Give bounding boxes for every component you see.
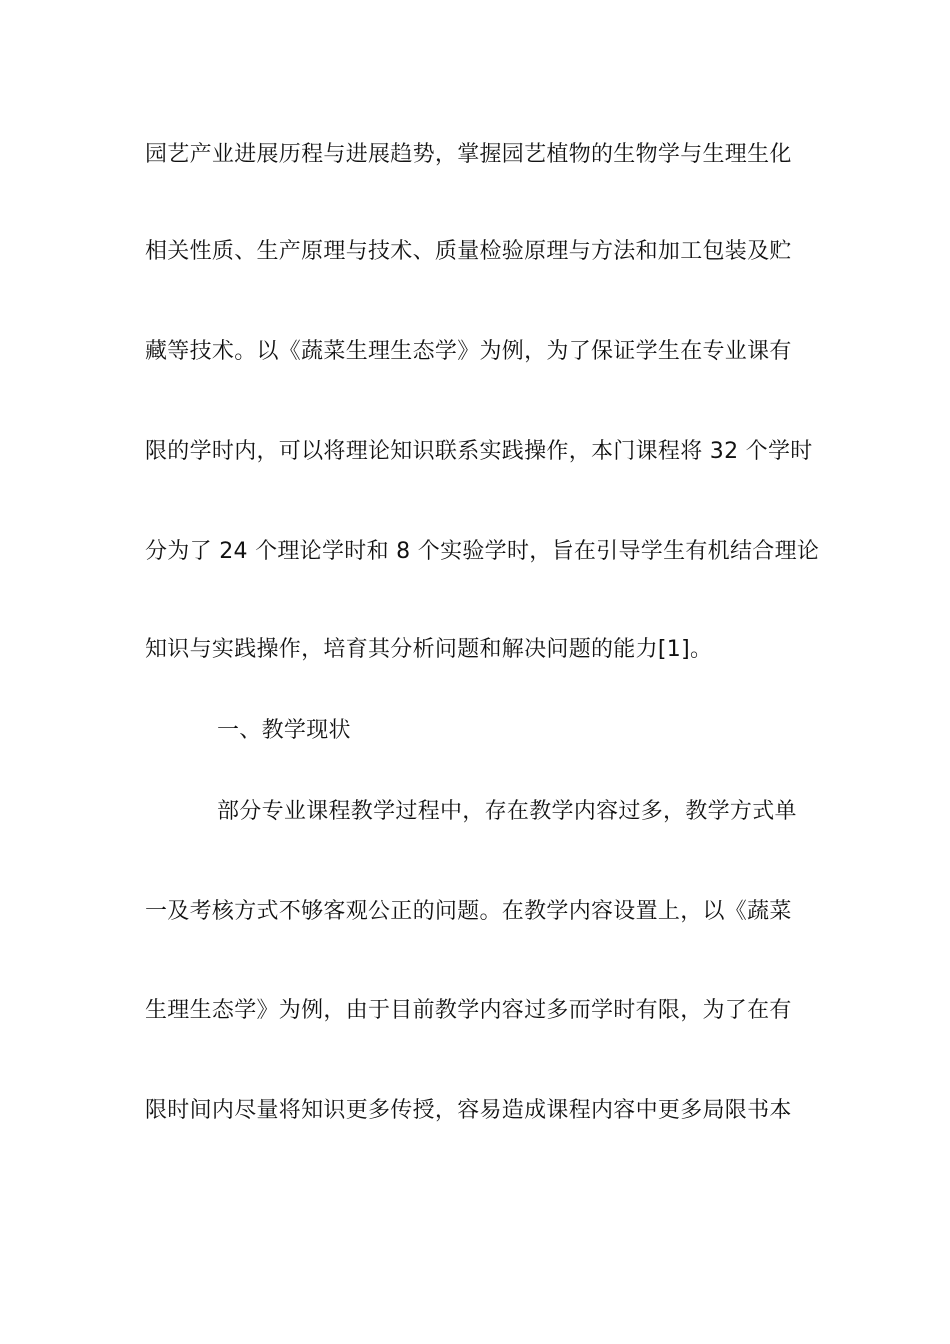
text-line: 分为了 24 个理论学时和 8 个实验学时，旨在引导学生有机结合理论 [145, 539, 820, 564]
text-line: 一及考核方式不够客观公正的问题。在教学内容设置上，以《蔬菜 [145, 899, 792, 924]
text-line: 知识与实践操作，培育其分析问题和解决问题的能力[1]。 [145, 637, 713, 662]
text-line: 限时间内尽量将知识更多传授，容易造成课程内容中更多局限书本 [145, 1098, 792, 1123]
text-line: 园艺产业进展历程与进展趋势，掌握园艺植物的生物学与生理生化 [145, 142, 792, 167]
text-line: 相关性质、生产原理与技术、质量检验原理与方法和加工包装及贮 [145, 239, 792, 264]
text-line: 限的学时内，可以将理论知识联系实践操作，本门课程将 32 个学时 [145, 439, 813, 464]
section-heading: 一、教学现状 [217, 718, 351, 743]
text-line: 藏等技术。以《蔬菜生理生态学》为例，为了保证学生在专业课有 [145, 339, 792, 364]
text-line: 生理生态学》为例，由于目前教学内容过多而学时有限，为了在有 [145, 998, 792, 1023]
text-line: 部分专业课程教学过程中，存在教学内容过多，教学方式单 [217, 799, 797, 824]
